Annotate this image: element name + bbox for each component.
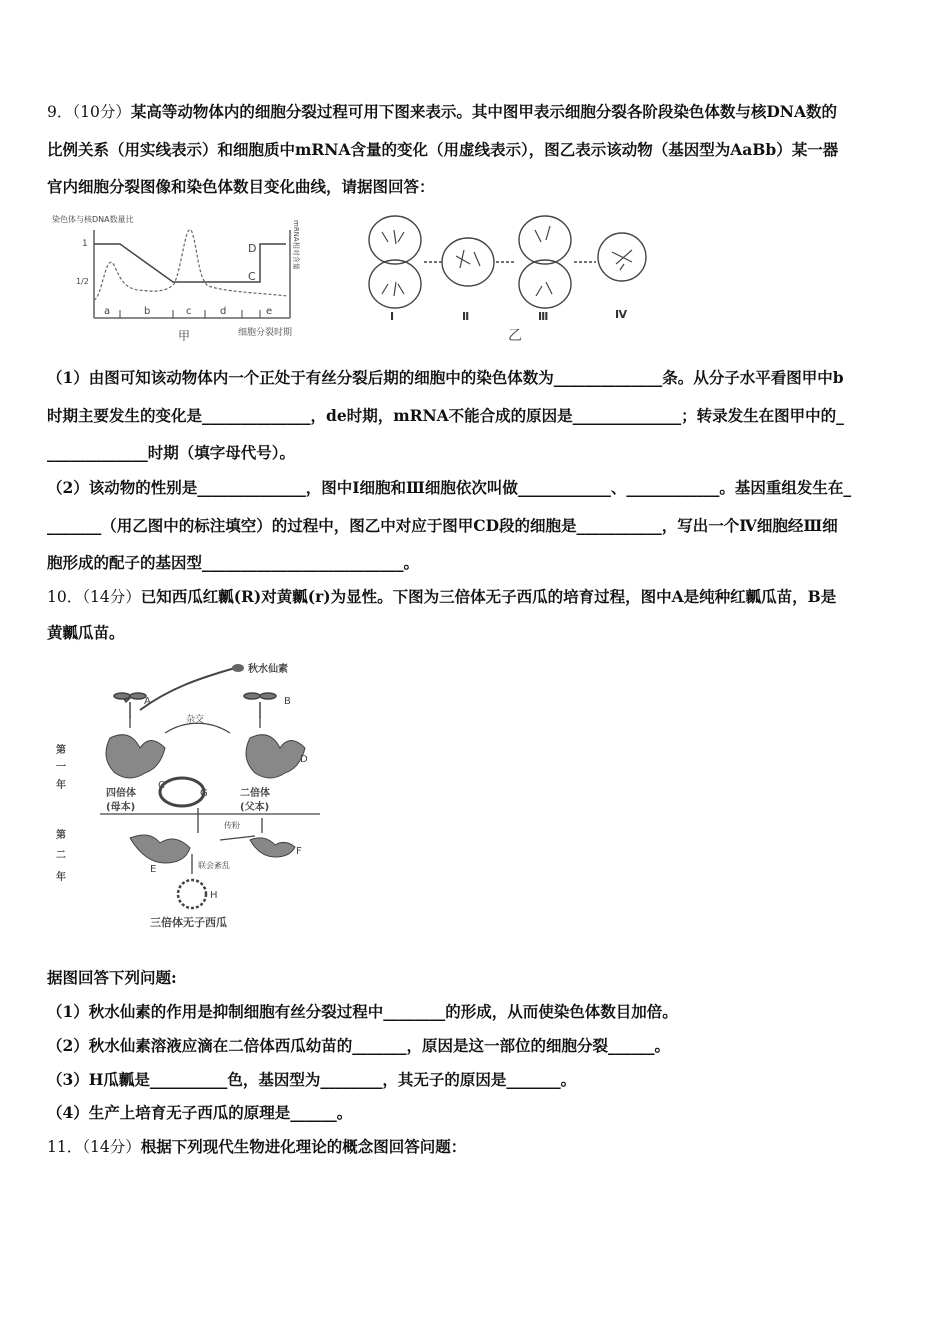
jia-tick-1: 1 bbox=[82, 239, 88, 249]
wm-year2-2: 二 bbox=[56, 850, 66, 861]
q10-intro: 据图回答下列问题: bbox=[47, 968, 177, 987]
q10-answer-4: （4）生产上培育无子西瓜的原理是______。 bbox=[47, 1103, 353, 1122]
q10-stem-line2: 黄瓤瓜苗。 bbox=[47, 623, 125, 642]
jia-xlabel: 细胞分裂时期 bbox=[238, 328, 293, 338]
wm-B: B bbox=[284, 696, 291, 707]
q9-number: 9． bbox=[47, 103, 73, 121]
q11-text-1: 根据下列现代生物进化理论的概念图回答问题： bbox=[140, 1137, 467, 1156]
wm-E: E bbox=[150, 864, 157, 875]
q9-stem-line3: 官内细胞分裂图像和染色体数目变化曲线，请据图回答： bbox=[47, 177, 435, 196]
figure-watermelon bbox=[50, 658, 340, 933]
jia-stage-e: e bbox=[266, 306, 273, 317]
yi-caption: 乙 bbox=[508, 328, 522, 344]
jia-rlabel: mRNA相对含量 bbox=[292, 220, 300, 270]
q9-part2-line2: _______（用乙图中的标注填空）的过程中，图乙中对应于图甲CD段的细胞是___________，写出一个Ⅳ细胞经Ⅲ细 bbox=[47, 516, 838, 535]
q10-text-1: 已知西瓜红瓤(R)对黄瓤(r)为显性。下图为三倍体无子西瓜的培育过程，图中A是纯种红瓤瓜苗，B是 bbox=[140, 587, 837, 606]
figure-jia bbox=[48, 210, 308, 345]
cell-II bbox=[442, 238, 494, 286]
yi-cell-IV: Ⅳ bbox=[615, 308, 628, 321]
jia-stage-c: c bbox=[186, 306, 192, 317]
q11-stem-line1 bbox=[47, 1137, 905, 1157]
yi-cell-III: Ⅲ bbox=[538, 310, 549, 323]
q11-points: （14分） bbox=[82, 1138, 141, 1156]
plant-E-icon bbox=[130, 835, 190, 863]
yi-cell-I: Ⅰ bbox=[390, 310, 395, 323]
q10-answer-3: （3）H瓜瓤是__________色，基因型为________，其无子的原因是_______。 bbox=[47, 1070, 577, 1089]
jia-ratio-line bbox=[94, 244, 286, 282]
jia-caption: 甲 bbox=[178, 329, 191, 343]
wm-father: (父本) bbox=[240, 802, 270, 813]
dropper-icon bbox=[140, 668, 235, 710]
jia-stage-d: d bbox=[220, 306, 227, 317]
figure-yi bbox=[360, 212, 660, 347]
jia-point-C: C bbox=[248, 270, 256, 283]
wm-D: D bbox=[300, 754, 308, 765]
wm-pollinate: 传粉 bbox=[224, 821, 240, 830]
jia-stage-b: b bbox=[144, 306, 151, 317]
q9-stem-line1 bbox=[47, 102, 905, 122]
jia-point-D: D bbox=[248, 242, 257, 255]
jia-ylabel: 染色体与核DNA数量比 bbox=[52, 215, 134, 224]
q11-number: 11． bbox=[47, 1138, 83, 1156]
q10-points: （14分） bbox=[82, 588, 141, 606]
q10-answer-2: （2）秋水仙素溶液应滴在二倍体西瓜幼苗的_______，原因是这一部位的细胞分裂______。 bbox=[47, 1036, 671, 1055]
wm-year2-3: 年 bbox=[56, 872, 66, 883]
jia-stage-a: a bbox=[104, 306, 111, 317]
wm-year1-1: 第 bbox=[56, 745, 66, 756]
wm-diploid: 二倍体 bbox=[240, 788, 270, 799]
cell-III-bottom bbox=[519, 260, 571, 308]
q9-part1-line1: （1）由图可知该动物体内一个正处于有丝分裂后期的细胞中的染色体数为______________条。从分子水平看图甲中b bbox=[47, 368, 844, 387]
wm-tetraploid: 四倍体 bbox=[106, 788, 136, 799]
cell-I-bottom bbox=[369, 260, 421, 308]
plant-F-icon bbox=[250, 838, 295, 857]
wm-year1-2: 一 bbox=[56, 762, 66, 773]
cell-III-top bbox=[519, 216, 571, 264]
wm-cross: 杂交 bbox=[186, 715, 205, 725]
q9-part2-line1: （2）该动物的性别是______________，图中Ⅰ细胞和Ⅲ细胞依次叫做____________、____________。基因重组发生在_ bbox=[47, 478, 852, 497]
jia-mrna-line bbox=[94, 230, 288, 300]
wm-synapsis: 联会紊乱 bbox=[198, 861, 230, 870]
wm-A: A bbox=[144, 696, 151, 707]
q9-text-1: 某高等动物体内的细胞分裂过程可用下图来表示。其中图甲表示细胞分裂各阶段染色体数与核DNA数的 bbox=[130, 102, 837, 121]
jia-tick-half: 1/2 bbox=[76, 277, 89, 286]
wm-colchicine: 秋水仙素 bbox=[248, 664, 288, 675]
q9-stem-line2: 比例关系（用实线表示）和细胞质中mRNA含量的变化（用虚线表示），图乙表示该动物（基因型为AaBb）某一器 bbox=[47, 140, 839, 159]
q10-stem-line1 bbox=[47, 587, 905, 607]
q9-part1-line3: _____________时期（填字母代号）。 bbox=[47, 443, 296, 462]
plant-D-icon bbox=[246, 735, 305, 778]
wm-year1-3: 年 bbox=[56, 780, 66, 791]
q9-points: （10分） bbox=[72, 103, 131, 121]
q10-answer-1: （1）秋水仙素的作用是抑制细胞有丝分裂过程中________的形成，从而使染色体数目加倍。 bbox=[47, 1002, 678, 1021]
wm-F: F bbox=[296, 846, 302, 857]
plant-C-icon bbox=[106, 735, 165, 778]
q9-part1-line2: 时期主要发生的变化是______________，de时期，mRNA不能合成的原因是______________；转录发生在图甲中的_ bbox=[47, 406, 844, 425]
wm-C: C bbox=[158, 780, 165, 791]
wm-G: G bbox=[200, 788, 208, 799]
q9-part2-line3: 胞形成的配子的基因型__________________________。 bbox=[47, 553, 420, 572]
fruit-G-icon bbox=[160, 778, 204, 806]
wm-caption: 三倍体无子西瓜 bbox=[150, 916, 227, 929]
wm-mother: (母本) bbox=[106, 802, 136, 813]
wm-year2-1: 第 bbox=[56, 830, 66, 841]
fruit-H-icon bbox=[178, 880, 206, 908]
q10-number: 10． bbox=[47, 588, 83, 606]
yi-cell-II: Ⅱ bbox=[462, 310, 470, 323]
wm-H: H bbox=[210, 890, 218, 901]
